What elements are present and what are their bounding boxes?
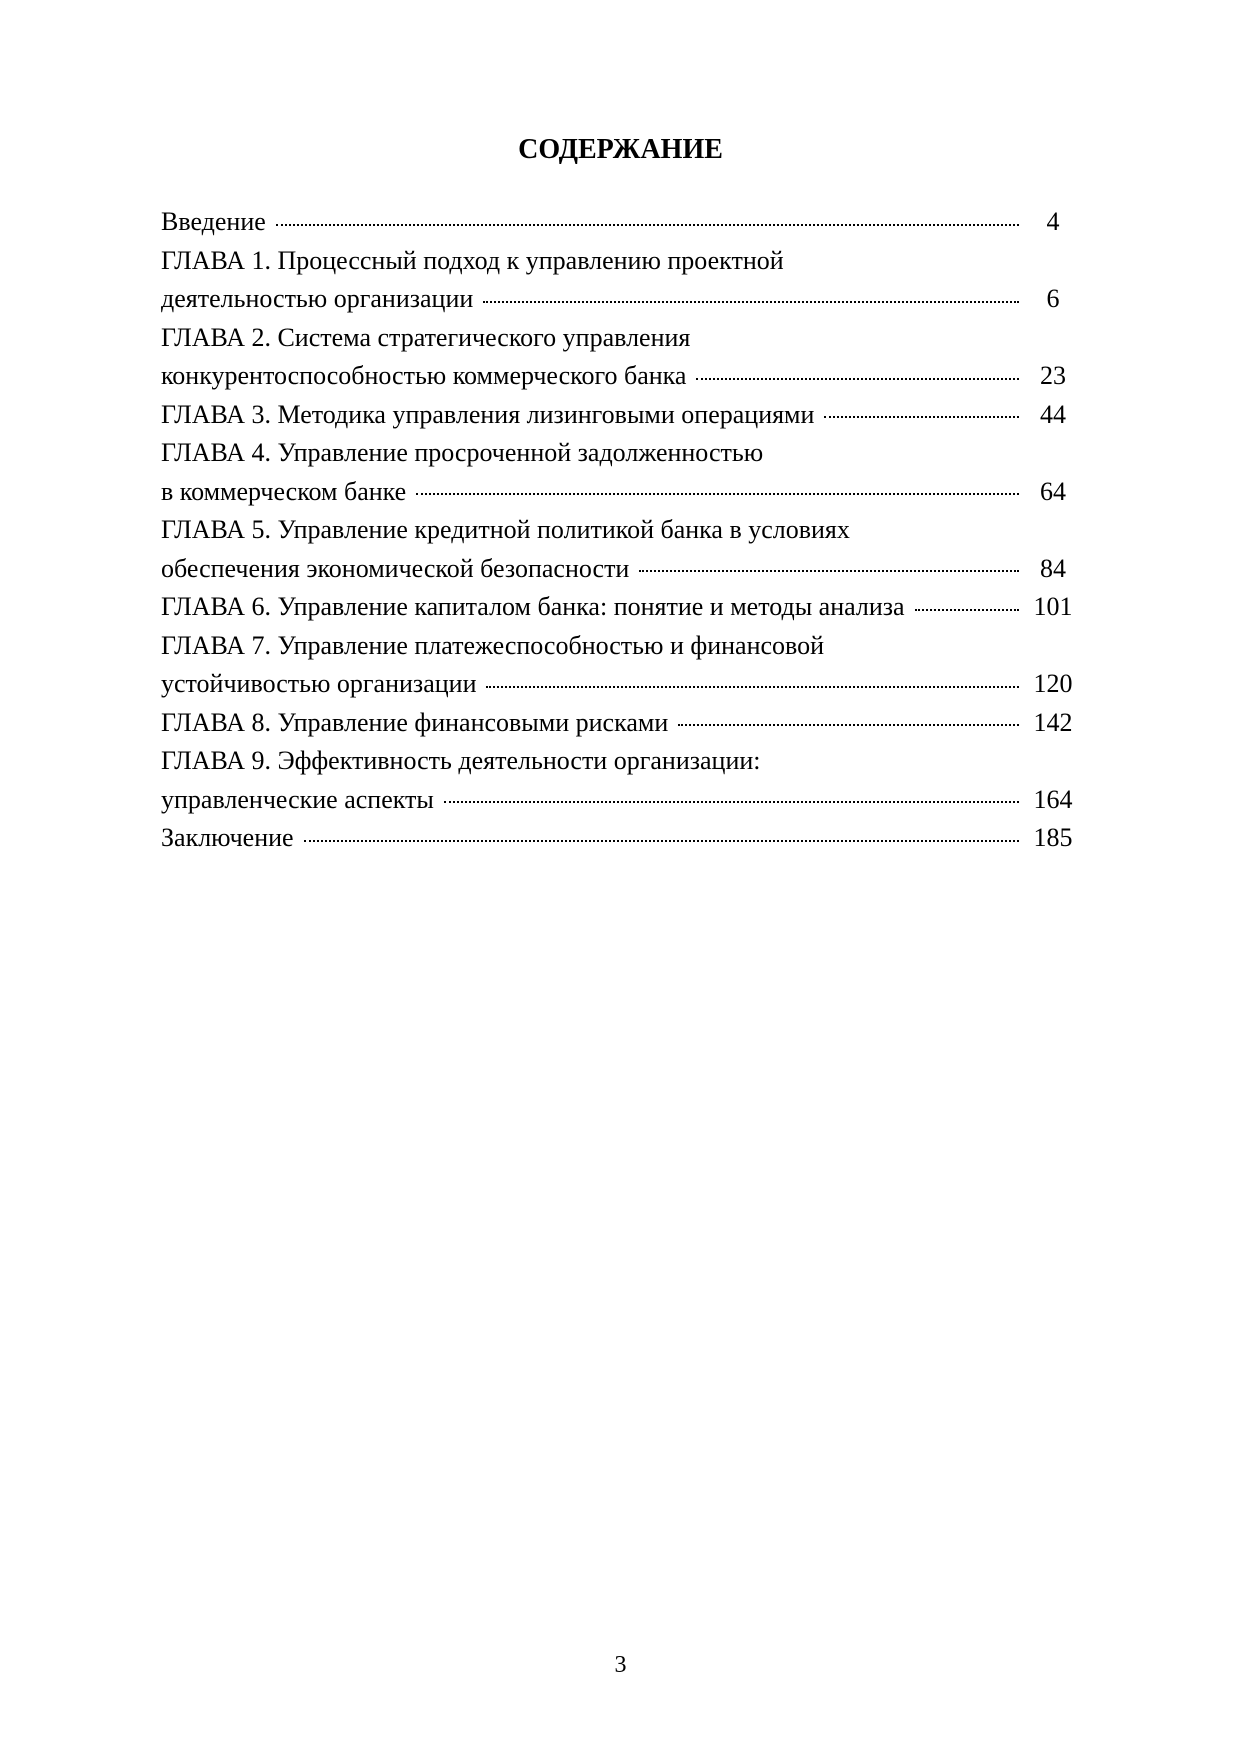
toc-entry-page: 64 (1040, 476, 1066, 506)
dot-leader (678, 705, 1019, 731)
toc-entry-page: 185 (1033, 823, 1073, 852)
toc-entry-title: деятельностью организации (161, 284, 474, 313)
toc-entry-title: ГЛАВА 6. Управление капиталом банка: понятие и методы анализа (161, 592, 905, 621)
dot-leader (444, 782, 1019, 808)
toc-entry-title: ГЛАВА 2. Система стратегического управления (161, 322, 691, 352)
dot-leader (639, 551, 1019, 577)
toc-entry (161, 203, 1081, 242)
toc-entry (161, 819, 1081, 858)
toc-line (161, 396, 1081, 435)
toc-entry-page: 44 (1040, 399, 1066, 429)
dot-leader (416, 474, 1019, 500)
toc-entry-page: 6 (1046, 284, 1060, 313)
toc-line (161, 742, 1081, 781)
toc-entry (161, 588, 1081, 627)
toc-line (161, 511, 1081, 550)
toc-entry-page: 142 (1033, 707, 1073, 737)
toc-title: СОДЕРЖАНИЕ (518, 134, 723, 165)
toc-line (161, 242, 1081, 281)
toc-line (161, 473, 1081, 512)
toc-entry (161, 396, 1081, 435)
toc-entry-title: обеспечения экономической безопасности (161, 553, 630, 583)
toc-entry (161, 319, 1081, 396)
toc-entry-title: ГЛАВА 8. Управление финансовыми рисками (161, 707, 669, 737)
toc-line (161, 434, 1081, 473)
toc-entry-page: 120 (1033, 669, 1073, 698)
toc-line (161, 588, 1081, 627)
toc-entry-title: Введение (161, 207, 266, 236)
toc-entry (161, 627, 1081, 704)
toc-entry-title: ГЛАВА 1. Процессный подход к управлению проектной (161, 245, 784, 275)
toc-entry (161, 242, 1081, 319)
toc-entry (161, 704, 1081, 743)
toc-entry-title: ГЛАВА 5. Управление кредитной политикой банка в условиях (161, 515, 850, 544)
dot-leader (486, 666, 1019, 692)
toc-entry-title: управленческие аспекты (161, 784, 434, 814)
toc-entry-title: в коммерческом банке (161, 476, 407, 506)
toc-entry-page: 23 (1040, 361, 1066, 390)
table-of-contents (161, 203, 1081, 858)
dot-leader (915, 589, 1019, 615)
toc-line (161, 550, 1081, 589)
toc-entry-page: 84 (1040, 553, 1066, 583)
toc-entry-page: 164 (1033, 784, 1073, 814)
dot-leader (696, 358, 1019, 384)
toc-line (161, 203, 1081, 242)
toc-entry (161, 742, 1081, 819)
toc-line (161, 704, 1081, 743)
toc-entry (161, 434, 1081, 511)
dot-leader (824, 397, 1019, 423)
dot-leader (276, 204, 1019, 230)
toc-entry-title: ГЛАВА 4. Управление просроченной задолженностью (161, 438, 764, 467)
toc-line (161, 280, 1081, 319)
toc-line (161, 819, 1081, 858)
toc-line (161, 357, 1081, 396)
toc-line (161, 627, 1081, 666)
toc-line (161, 665, 1081, 704)
toc-entry-title: ГЛАВА 9. Эффективность деятельности организации: (161, 746, 761, 775)
toc-line (161, 781, 1081, 820)
toc-entry-title: Заключение (161, 823, 294, 852)
toc-entry-page: 4 (1046, 207, 1060, 236)
toc-entry-page: 101 (1033, 592, 1073, 621)
toc-entry-title: ГЛАВА 7. Управление платежеспособностью и финансовой (161, 630, 825, 660)
toc-entry-title: ГЛАВА 3. Методика управления лизинговыми операциями (161, 399, 815, 429)
dot-leader (483, 281, 1019, 307)
toc-entry-title: конкурентоспособностью коммерческого банка (161, 361, 687, 390)
toc-line (161, 319, 1081, 358)
toc-entry-title: устойчивостью организации (161, 669, 477, 698)
toc-entry (161, 511, 1081, 588)
page-number: 3 (614, 1652, 627, 1678)
dot-leader (304, 820, 1019, 846)
